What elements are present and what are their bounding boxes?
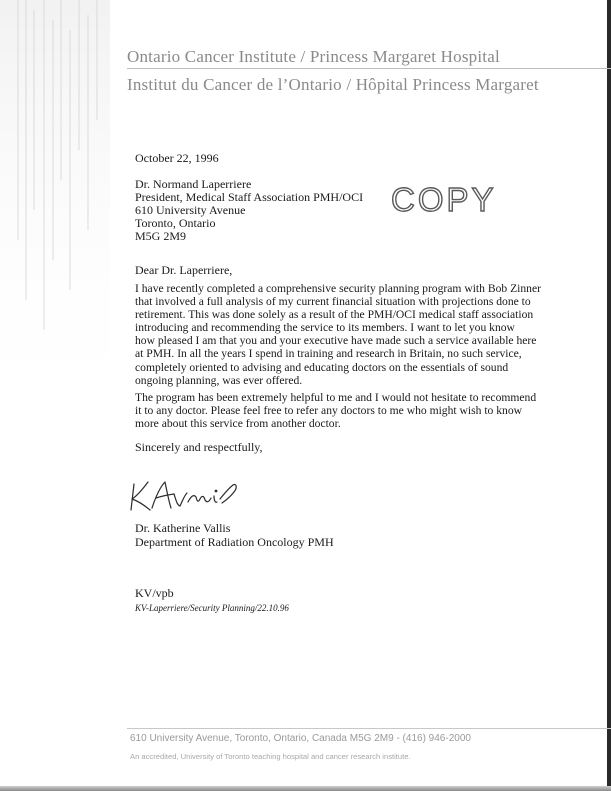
paragraph-line: more about this service from another doctor. bbox=[135, 417, 341, 431]
paragraph-line: at PMH. In all the years I spend in training and research in Britain, no such service, bbox=[135, 347, 522, 361]
body-paragraph-1 bbox=[135, 282, 555, 387]
file-reference: KV-Laperriere/Security Planning/22.10.96 bbox=[135, 603, 289, 613]
scan-right-edge bbox=[607, 0, 611, 791]
copy-stamp bbox=[389, 180, 499, 220]
recipient-line: 610 University Avenue bbox=[135, 203, 246, 217]
signer-department: Department of Radiation Oncology PMH bbox=[135, 535, 334, 549]
footer-accreditation: An accredited, University of Toronto teaching hospital and cancer research institute. bbox=[130, 752, 411, 761]
footer-rule bbox=[127, 728, 611, 729]
letterhead-english: Ontario Cancer Institute / Princess Margaret Hospital bbox=[127, 47, 500, 66]
paragraph-line: ongoing planning, was ever offered. bbox=[135, 373, 303, 387]
paragraph-line: retirement. This was done solely as a result of the PMH/OCI medical staff association bbox=[135, 308, 534, 322]
scan-edge-texture bbox=[0, 0, 110, 430]
salutation: Dear Dr. Laperriere, bbox=[135, 263, 233, 277]
recipient-line: Dr. Normand Laperriere bbox=[135, 177, 252, 191]
handwritten-signature bbox=[128, 472, 248, 522]
paragraph-line: I have recently completed a comprehensive security planning program with Bob Zinner bbox=[135, 282, 541, 295]
typist-initials: KV/vpb bbox=[135, 586, 174, 600]
signer-name: Dr. Katherine Vallis bbox=[135, 521, 231, 535]
recipient-line: President, Medical Staff Association PMH/OCI bbox=[135, 190, 364, 204]
letter-date: October 22, 1996 bbox=[135, 151, 219, 165]
recipient-line: Toronto, Ontario bbox=[135, 216, 216, 230]
copy-stamp-text: COPY bbox=[391, 181, 497, 218]
closing: Sincerely and respectfully, bbox=[135, 440, 263, 454]
paragraph-line: how pleased I am that you and your executive have made such a service available here bbox=[135, 334, 537, 348]
letterhead-french: Institut du Cancer de l’Ontario / Hôpital Princess Margaret bbox=[127, 75, 539, 94]
footer-address: 610 University Avenue, Toronto, Ontario, Canada M5G 2M9 - (416) 946-2000 bbox=[130, 733, 471, 744]
recipient-line: M5G 2M9 bbox=[135, 229, 187, 243]
paragraph-line: introducing and recommending the service to its members. I want to let you know bbox=[135, 321, 515, 335]
paragraph-line: that involved a full analysis of my current financial situation with projections done to bbox=[135, 295, 531, 309]
body-paragraph-2 bbox=[135, 391, 555, 430]
paragraph-line: it to any doctor. Please feel free to refer any doctors to me who might wish to know bbox=[135, 404, 523, 418]
paragraph-line: The program has been extremely helpful to me and I would not hesitate to recommend bbox=[135, 391, 537, 404]
scan-bottom-edge bbox=[0, 786, 611, 791]
letterhead-rule bbox=[127, 68, 611, 69]
paragraph-line: completely oriented to advising and educating doctors on the essentials of sound bbox=[135, 360, 509, 374]
